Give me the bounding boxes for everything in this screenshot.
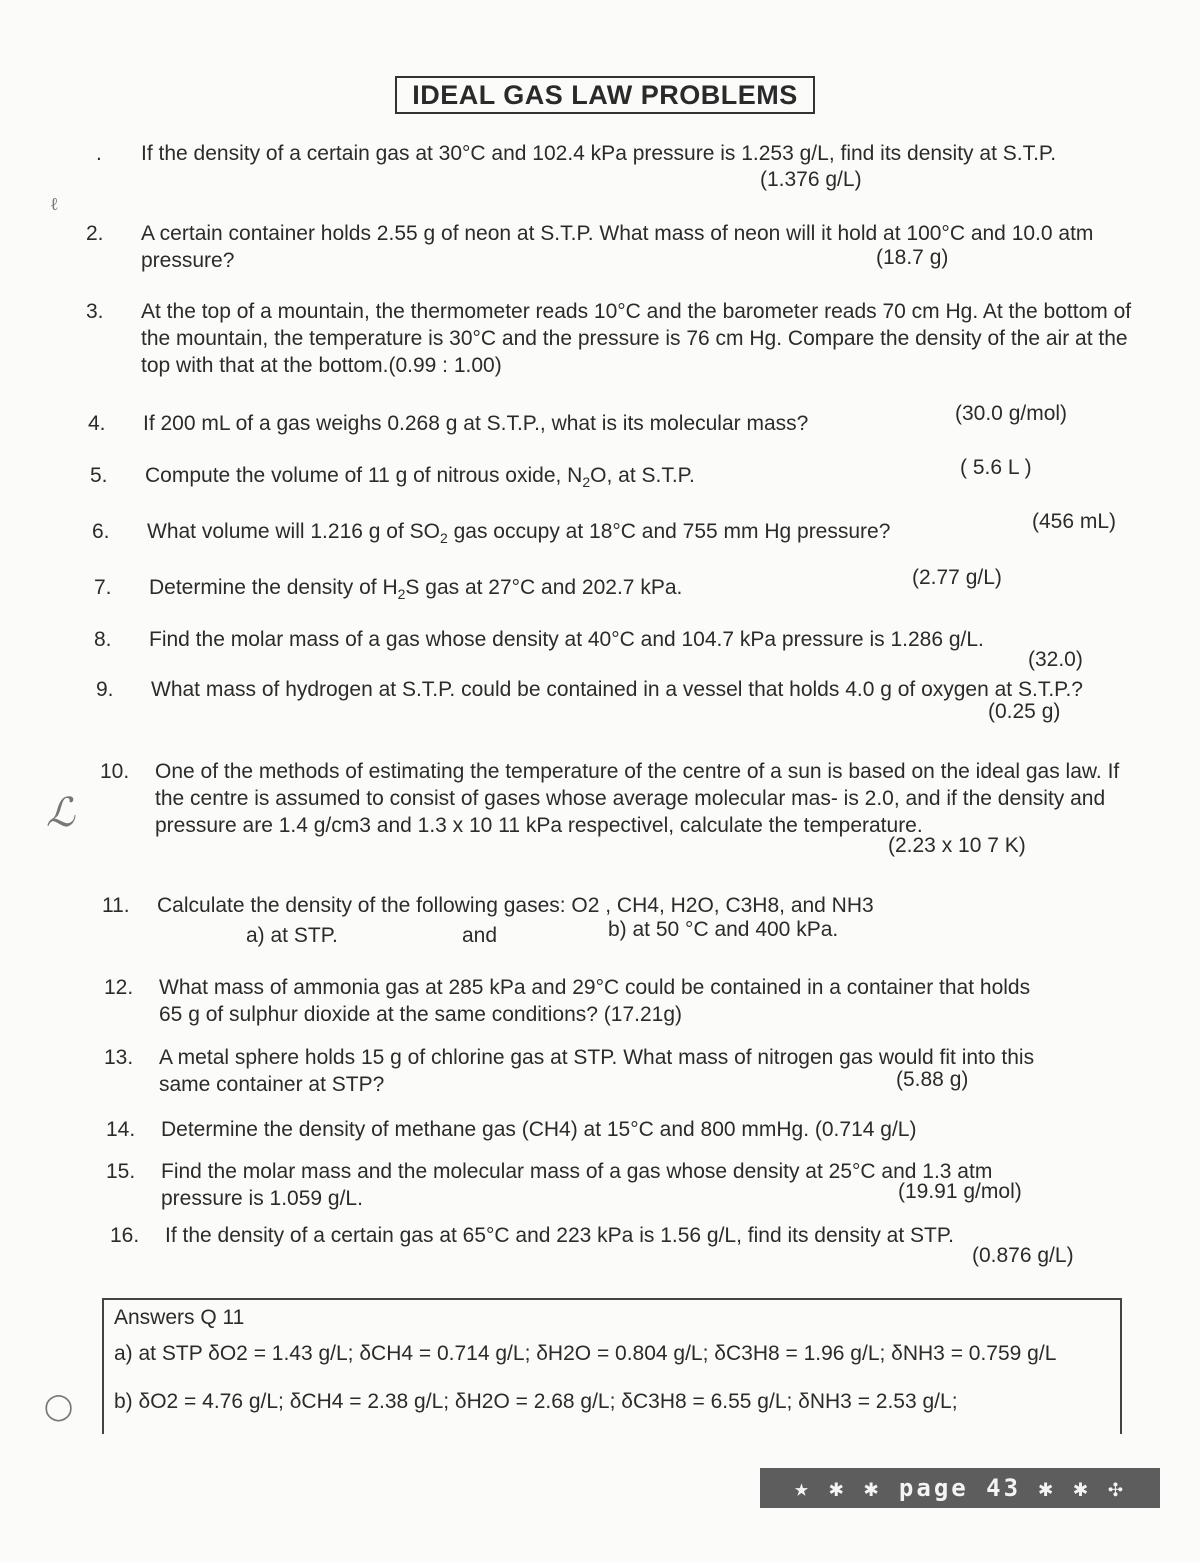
question-text: Determine the density of $H_2S$ gas at 27°C and 202.7 kPa. [149,576,683,603]
question-number: 3. [86,300,104,323]
question-number: . [96,142,102,165]
question-15 [106,1158,1006,1214]
question-number: 15. [106,1160,136,1183]
question-11-and: and [462,924,498,947]
question-answer: (456 mL) [1032,510,1117,533]
question-14 [106,1116,1106,1144]
question-text: At the top of a mountain, the thermometer reads 10°C and the barometer reads 70 cm Hg. At the bottom of the mountain, the temperature is 30°C and the pressure is 76 cm Hg. Compare the density of the air at the top with that at the bottom.(0.99 : 1.00) [141,300,1132,377]
question-text: Determine the density of methane gas (CH4) at 15°C and 800 mmHg. (0.714 g/L) [161,1118,917,1141]
answers-line-b: b) δO2 = 4.76 g/L; δCH4 = 2.38 g/L; δH2O = 2.68 g/L; δC3H8 = 6.55 g/L; δNH3 = 2.53 g/L; [114,1390,958,1413]
page-title: IDEAL GAS LAW PROBLEMS [395,76,815,114]
answers-line-a: a) at STP δO2 = 1.43 g/L; δCH4 = 0.714 g/L; δH2O = 0.804 g/L; δC3H8 = 1.96 g/L; δNH3 = 0.759 g/L [114,1342,1057,1365]
question-8 [94,626,1144,654]
question-number: 2. [86,222,104,245]
question-text: Calculate the density of the following gases: O2 , CH4, H2O, C3H8, and NH3 [157,894,874,917]
question-answer: (5.88 g) [896,1068,969,1091]
question-text: If 200 mL of a gas weighs 0.268 g at S.T.P., what is its molecular mass? [143,412,809,435]
question-number: 12. [104,976,134,999]
question-text: What mass of hydrogen at S.T.P. could be contained in a vessel that holds 4.0 g of oxygen at S.T.P.? [151,678,1083,701]
question-5 [90,462,890,490]
question-answer: ( 5.6 L ) [960,456,1032,479]
question-3 [86,298,1136,382]
question-answer: (0.25 g) [988,700,1061,723]
question-number: 6. [92,520,110,543]
question-16 [110,1222,1090,1250]
question-answer: (0.876 g/L) [972,1244,1074,1267]
question-11-part-a: a) at STP. [246,924,338,947]
margin-mark-icon: ℒ [46,790,75,836]
question-number: 4. [88,412,106,435]
question-answer: (2.23 x 10 7 K) [888,834,1026,857]
question-text: One of the methods of estimating the temperature of the centre of a sun is based on the ideal gas law. If the centre is assumed to consist of gases whose average molecular mas- is 2.0, and if the density and pressure are 1.4 g/cm3 and 1.3 x 10 11 kPa respectivel, calculate the temperature. [155,760,1120,837]
question-text: Compute the volume of 11 g of nitrous oxide, $N_2O$, at S.T.P. [145,464,695,491]
question-text: If the density of a certain gas at 30°C and 102.4 kPa pressure is 1.253 g/L, find its density at S.T.P. [141,142,1057,165]
question-9 [96,676,1136,732]
question-answer: (1.376 g/L) [760,168,862,191]
question-answer: (32.0) [1028,648,1083,671]
question-text: Find the molar mass and the molecular mass of a gas whose density at 25°C and 1.3 atm pressure is 1.059 g/L. [161,1160,993,1210]
question-12 [104,974,1054,1030]
question-text: If the density of a certain gas at 65°C and 223 kPa is 1.56 g/L, find its density at STP. [165,1224,954,1247]
question-text: A certain container holds 2.55 g of neon at S.T.P. What mass of neon will it hold at 100°C and 10.0 atm pressure? [141,222,1094,272]
answers-box-title: Answers Q 11 [114,1306,245,1329]
question-4 [88,410,888,438]
question-answer: (19.91 g/mol) [898,1180,1022,1203]
question-number: 11. [102,894,130,917]
answers-box [102,1298,1122,1434]
question-7 [94,574,854,602]
question-number: 8. [94,628,112,651]
question-number: 16. [110,1224,140,1247]
question-number: 5. [90,464,108,487]
question-1 [86,140,1136,196]
question-number: 7. [94,576,112,599]
page-footer-banner: ★ ✱ ✱ page 43 ✱ ✱ ✣ [760,1468,1160,1508]
question-number: 9. [96,678,114,701]
question-text: A metal sphere holds 15 g of chlorine gas at STP. What mass of nitrogen gas would fit into this same container at STP? [159,1046,1035,1096]
question-number: 13. [104,1046,134,1069]
question-6 [92,518,1032,546]
question-answer: (2.77 g/L) [912,566,1002,589]
margin-circle-icon: ◯ [44,1392,74,1422]
question-text: What volume will 1.216 g of $SO_2$ gas occupy at 18°C and 755 mm Hg pressure? [147,520,891,547]
question-number: 10. [100,760,130,783]
margin-mark-icon: ℓ [50,194,59,215]
question-answer: (18.7 g) [876,246,949,269]
question-11-part-b: b) at 50 °C and 400 kPa. [608,918,839,941]
question-number: 14. [106,1118,136,1141]
question-2 [86,220,1126,276]
question-11 [102,892,1062,920]
question-text: Find the molar mass of a gas whose density at 40°C and 104.7 kPa pressure is 1.286 g/L. [149,628,984,651]
question-text: What mass of ammonia gas at 285 kPa and 29°C could be contained in a container that holds 65 g of sulphur dioxide at the same conditions? (17.21g) [159,976,1031,1026]
question-answer: (30.0 g/mol) [955,402,1068,425]
